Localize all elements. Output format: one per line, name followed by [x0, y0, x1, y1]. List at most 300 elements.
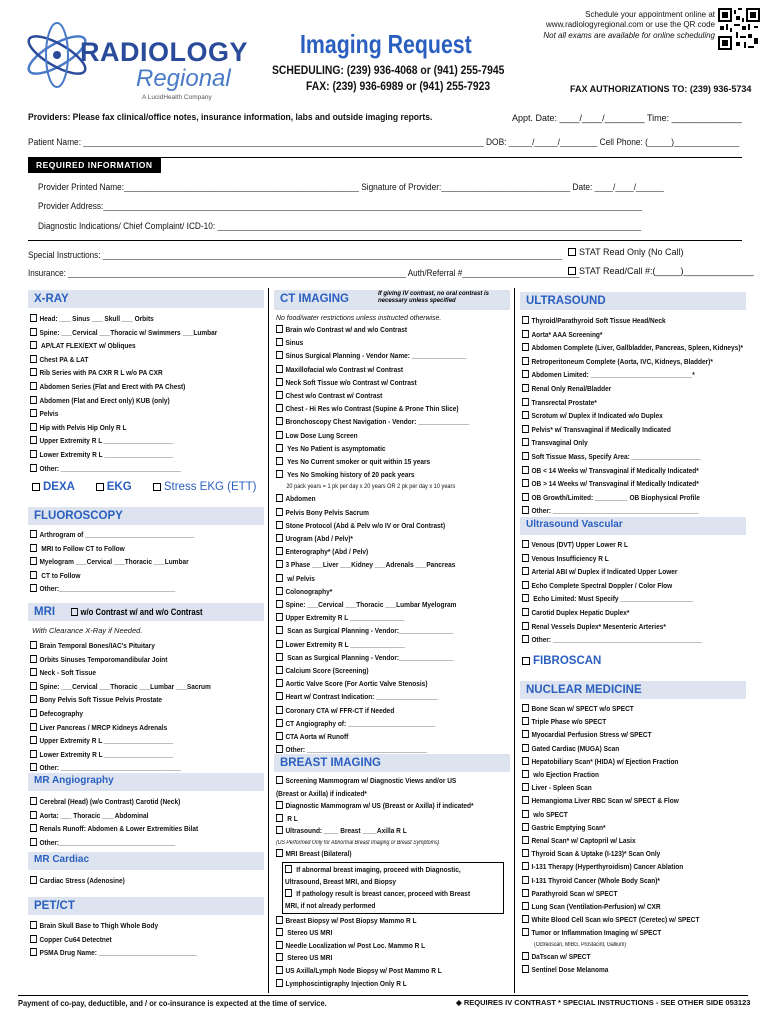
checkbox-icon[interactable] — [522, 915, 529, 923]
fluoro-item[interactable]: Arthrogram of ______________________________ — [30, 528, 233, 542]
pet-item[interactable]: Brain Skull Base to Thigh Whole Body — [30, 919, 233, 933]
nm-item[interactable]: White Blood Cell Scan w/o SPECT (Ceretec) w/ SPECT — [522, 913, 715, 926]
us-item[interactable]: OB < 14 Weeks w/ Transvaginal if Medically Indicated* — [522, 464, 715, 478]
checkbox-icon[interactable] — [276, 979, 283, 987]
mri-section-header: MRI w/o Contrast w/ and w/o Contrast — [28, 603, 264, 621]
checkbox-icon[interactable] — [30, 409, 37, 417]
checkbox-icon[interactable] — [522, 928, 529, 936]
checkbox-icon[interactable] — [522, 902, 529, 910]
logo-tagline: A LucidHealth Company — [142, 94, 212, 101]
ct-item[interactable]: Calcium Score (Screening) — [276, 664, 479, 677]
checkbox-icon[interactable] — [276, 521, 283, 529]
checkbox-icon[interactable] — [153, 483, 161, 491]
xray-item[interactable]: Chest PA & LAT — [30, 353, 233, 367]
stress-ekg-option[interactable]: Stress EKG (ETT) — [153, 481, 257, 493]
breast-item[interactable]: MRI Breast (Bilateral) — [276, 848, 479, 861]
checkbox-icon[interactable] — [522, 823, 529, 831]
checkbox-icon[interactable] — [30, 328, 37, 336]
diagnostic-indications-field[interactable]: Diagnostic Indications/ Chief Complaint/ ICD-10: ____________________________________________________________________________________________ — [38, 221, 642, 231]
us-vascular-list — [522, 538, 746, 647]
xray-section-header: X-RAY — [28, 290, 264, 308]
pet-item[interactable]: PSMA Drug Name: ___________________________ — [30, 946, 233, 960]
checkbox-icon[interactable] — [276, 457, 283, 465]
checkbox-icon[interactable] — [568, 267, 576, 275]
checkbox-icon[interactable] — [522, 316, 529, 324]
breast-mri-box — [282, 862, 504, 914]
checkbox-icon[interactable] — [522, 581, 529, 589]
checkbox-icon[interactable] — [522, 876, 529, 884]
checkbox-icon[interactable] — [522, 438, 529, 446]
nm-item[interactable]: Tumor or Inflammation Imaging w/ SPECT — [522, 926, 715, 939]
checkbox-icon[interactable] — [30, 341, 37, 349]
checkbox-icon[interactable] — [522, 466, 529, 474]
ekg-option[interactable]: EKG — [96, 481, 132, 493]
usv-item[interactable]: Arterial ABI w/ Duplex if Indicated Upper Lower — [522, 565, 715, 579]
breast-item[interactable]: Lymphoscintigraphy Injection Only R L — [276, 978, 479, 991]
breast-item[interactable]: If pathology result is breast cancer, proceed with Breast — [285, 888, 471, 900]
checkbox-icon[interactable] — [30, 368, 37, 376]
ct-item[interactable]: Urogram (Abd / Pelv)* — [276, 532, 479, 545]
us-item[interactable]: Retroperitoneum Complete (Aorta, IVC, Kidneys, Bladder)* — [522, 355, 715, 369]
mri-item[interactable]: Spine: ___Cervical ___Thoracic ___Lumbar ___Sacrum — [30, 680, 233, 694]
ct-item[interactable]: Chest w/o Contrast w/ Contrast — [276, 389, 479, 402]
us-item[interactable]: Abdomen Complete (Liver, Gallbladder, Pancreas, Spleen, Kidneys)* — [522, 341, 715, 355]
checkbox-icon[interactable] — [522, 704, 529, 712]
nm-item[interactable]: Hemangioma Liver RBC Scan w/ SPECT & Flow — [522, 794, 715, 807]
ct-list — [276, 323, 512, 757]
checkbox-icon[interactable] — [522, 744, 529, 752]
nm-item[interactable]: w/o SPECT — [522, 808, 715, 821]
breast-us-note: (US Performed Only for Abnormal Breast Imaging or Breast Symptoms) — [276, 839, 440, 846]
checkbox-icon[interactable] — [276, 941, 283, 949]
ct-item[interactable]: CT Angiography of: ________________________ — [276, 717, 479, 730]
checkbox-icon[interactable] — [522, 862, 529, 870]
checkbox-icon[interactable] — [276, 745, 283, 753]
checkbox-icon[interactable] — [30, 797, 37, 805]
checkbox-icon[interactable] — [522, 554, 529, 562]
checkbox-icon[interactable] — [276, 587, 283, 595]
checkbox-icon[interactable] — [522, 952, 529, 960]
us-item[interactable]: OB Growth/Limited: _________ OB Biophysical Profile — [522, 491, 715, 505]
mra-list — [30, 795, 266, 849]
dexa-option[interactable]: DEXA — [32, 481, 75, 493]
checkbox-icon[interactable] — [30, 948, 37, 956]
checkbox-icon[interactable] — [30, 450, 37, 458]
pet-list — [30, 919, 266, 960]
checkbox-icon[interactable] — [30, 530, 37, 538]
checkbox-icon[interactable] — [522, 810, 529, 818]
checkbox-icon[interactable] — [276, 325, 283, 333]
fluoro-item[interactable]: Other:________________________________ — [30, 582, 233, 596]
fax-number: FAX: (239) 936-6989 or (941) 255-7923 — [306, 81, 491, 93]
checkbox-icon[interactable] — [30, 763, 37, 771]
mri-item[interactable]: Other: _________________________________ — [30, 761, 233, 775]
stat-read-only[interactable] — [568, 247, 684, 258]
checkbox-icon[interactable] — [522, 384, 529, 392]
us-item[interactable]: Transrectal Prostate* — [522, 396, 715, 410]
breast-item[interactable]: Screening Mammogram w/ Diagnostic Views and/or US — [276, 775, 479, 788]
checkbox-icon[interactable] — [522, 493, 529, 501]
checkbox-icon[interactable] — [30, 750, 37, 758]
checkbox-icon[interactable] — [522, 425, 529, 433]
checkbox-icon[interactable] — [276, 719, 283, 727]
payment-footer: Payment of co-pay, deductible, and / or co-insurance is expected at the time of service. — [18, 998, 327, 1008]
checkbox-icon[interactable] — [71, 608, 78, 616]
checkbox-icon[interactable] — [276, 338, 283, 346]
checkbox-icon[interactable] — [276, 706, 283, 714]
xray-item[interactable]: Pelvis — [30, 407, 233, 421]
ct-item[interactable]: Bronchoscopy Chest Navigation - Vendor: ______________ — [276, 415, 479, 428]
xray-item[interactable]: Upper Extremity R L ___________________ — [30, 434, 233, 448]
nm-item[interactable]: DaTscan w/ SPECT — [522, 950, 715, 963]
checkbox-icon[interactable] — [30, 436, 37, 444]
nuclear-medicine-list — [522, 702, 746, 976]
ct-item[interactable]: CTA Aorta w/ Runoff — [276, 730, 479, 743]
checkbox-icon[interactable] — [30, 314, 37, 322]
us-item[interactable]: Soft Tissue Mass, Specify Area: ___________________ — [522, 450, 715, 464]
insurance-field[interactable]: Insurance: ___________________________________________________________________________ Auth/Referral #__________________________ — [28, 268, 580, 278]
nm-item[interactable]: Sentinel Dose Melanoma — [522, 963, 715, 976]
checkbox-icon[interactable] — [285, 865, 292, 873]
checkbox-icon[interactable] — [276, 801, 283, 809]
breast-item[interactable]: Breast Biopsy w/ Post Biopsy Mammo R L — [276, 915, 479, 928]
ct-item[interactable]: Scan as Surgical Planning - Vendor:_______________ — [276, 624, 479, 637]
checkbox-icon[interactable] — [276, 404, 283, 412]
diamond-icon: ◆ — [456, 998, 464, 1007]
nm-item[interactable]: I-131 Thyroid Cancer (Whole Body Scan)* — [522, 874, 715, 887]
ultrasound-header: ULTRASOUND — [520, 292, 746, 310]
provider-address-field[interactable]: Provider Address:_____________________________________________________________________________________________________________________ — [38, 201, 643, 211]
checkbox-icon[interactable] — [276, 547, 283, 555]
checkbox-icon[interactable] — [30, 876, 37, 884]
checkbox-icon[interactable] — [30, 544, 37, 552]
checkbox-icon[interactable] — [276, 613, 283, 621]
mra-item[interactable]: Cerebral (Head) (w/o Contrast) Carotid (Neck) — [30, 795, 233, 809]
checkbox-icon[interactable] — [276, 916, 283, 924]
us-item[interactable]: Renal Only Renal/Bladder — [522, 382, 715, 396]
schedule-note-line-1: Schedule your appointment online at — [585, 10, 715, 19]
fibroscan-option[interactable]: FIBROSCAN — [522, 654, 601, 668]
ct-item[interactable]: Neck Soft Tissue w/o Contrast w/ Contrast — [276, 376, 479, 389]
xray-item[interactable]: Spine: ___Cervical ___Thoracic w/ Swimmers ___Lumbar — [30, 326, 233, 340]
checkbox-icon[interactable] — [276, 378, 283, 386]
pack-years-note: 20 pack years = 1 pk per day x 20 years OR 2 pk per day x 10 years — [286, 483, 456, 491]
nm-item[interactable]: w/o Ejection Fraction — [522, 768, 715, 781]
breast-item[interactable]: Ultrasound: ____ Breast ____Axilla R L — [276, 825, 479, 838]
ct-item[interactable]: Brain w/o Contrast w/ and w/o Contrast — [276, 323, 479, 336]
checkbox-icon[interactable] — [30, 423, 37, 431]
mri-item[interactable]: Orbits Sinuses Temporomandibular Joint — [30, 653, 233, 667]
checkbox-icon[interactable] — [522, 411, 529, 419]
xray-item[interactable]: AP/LAT FLEX/EXT w/ Obliques — [30, 339, 233, 353]
nm-item[interactable]: Liver - Spleen Scan — [522, 781, 715, 794]
checkbox-icon[interactable] — [522, 567, 529, 575]
nm-item[interactable]: Myocardial Perfusion Stress w/ SPECT — [522, 728, 715, 741]
checkbox-icon[interactable] — [276, 849, 283, 857]
checkbox-icon[interactable] — [522, 594, 529, 602]
ct-item[interactable]: Maxillofacial w/o Contrast w/ Contrast — [276, 363, 479, 376]
ct-item[interactable]: Abdomen — [276, 492, 479, 505]
checkbox-icon[interactable] — [276, 470, 283, 478]
mri-contrast-options[interactable]: w/o Contrast w/ and w/o Contrast — [71, 607, 203, 618]
breast-item[interactable]: Stereo US MRI — [276, 927, 479, 940]
checkbox-icon[interactable] — [522, 836, 529, 844]
ct-item[interactable]: Chest - Hi Res w/o Contrast (Supine & Prone Thin Slice) — [276, 402, 479, 415]
checkbox-icon[interactable] — [30, 811, 37, 819]
fluoro-item[interactable]: CT to Follow — [30, 569, 233, 583]
checkbox-icon[interactable] — [30, 682, 37, 690]
mri-item[interactable]: Lower Extremity R L ___________________ — [30, 748, 233, 762]
checkbox-icon[interactable] — [522, 849, 529, 857]
ct-item[interactable]: Aortic Valve Score (For Aortic Valve Stenosis) — [276, 677, 479, 690]
checkbox-icon[interactable] — [522, 370, 529, 378]
nm-item[interactable]: Triple Phase w/o SPECT — [522, 715, 715, 728]
checkbox-icon[interactable] — [276, 814, 283, 822]
checkbox-icon[interactable] — [276, 653, 283, 661]
xray-item[interactable]: Head: ___ Sinus ___ Skull ___ Orbits — [30, 312, 233, 326]
nm-item[interactable]: Lung Scan (Ventilation-Perfusion) w/ CXR — [522, 900, 715, 913]
breast-item[interactable]: If abnormal breast imaging, proceed with Diagnostic, — [285, 864, 471, 876]
mri-item[interactable]: Brain Temporal Bones/IAC's Pituitary — [30, 639, 233, 653]
nm-item[interactable]: Parathyroid Scan w/ SPECT — [522, 887, 715, 900]
checkbox-icon[interactable] — [30, 736, 37, 744]
checkbox-icon[interactable] — [30, 355, 37, 363]
ct-item[interactable]: Yes No Smoking history of 20 pack years — [276, 468, 479, 481]
schedule-note-line-3: Not all exams are available for online scheduling — [543, 30, 715, 40]
nm-item[interactable]: Bone Scan w/ SPECT w/o SPECT — [522, 702, 715, 715]
checkbox-icon[interactable] — [276, 508, 283, 516]
checkbox-icon[interactable] — [522, 717, 529, 725]
checkbox-icon[interactable] — [276, 391, 283, 399]
xray-list — [30, 312, 266, 475]
checkbox-icon[interactable] — [30, 709, 37, 717]
us-item[interactable]: Thyroid/Parathyroid Soft Tissue Head/Neck — [522, 314, 715, 328]
checkbox-icon[interactable] — [276, 494, 283, 502]
logo-title: RADIOLOGY — [80, 37, 249, 67]
us-item[interactable]: Scrotum w/ Duplex if Indicated w/o Duplex — [522, 409, 715, 423]
checkbox-icon[interactable] — [276, 365, 283, 373]
checkbox-icon[interactable] — [522, 635, 529, 643]
breast-list — [276, 775, 512, 990]
checkbox-icon[interactable] — [30, 655, 37, 663]
checkbox-icon[interactable] — [522, 479, 529, 487]
checkbox-icon[interactable] — [276, 534, 283, 542]
checkbox-icon[interactable] — [276, 732, 283, 740]
checkbox-icon[interactable] — [276, 953, 283, 961]
mri-item[interactable]: Neck - Soft Tissue — [30, 666, 233, 680]
qr-code-icon[interactable] — [718, 8, 760, 50]
mri-item[interactable]: Bony Pelvis Soft Tissue Pelvis Prostate — [30, 693, 233, 707]
usv-item[interactable]: Echo Limited: Must Specify ____________________ — [522, 592, 715, 606]
us-item[interactable]: Abdomen Limited: ____________________________* — [522, 368, 715, 382]
ct-item[interactable]: Spine: ___Cervical ___Thoracic ___Lumbar Myelogram — [276, 598, 479, 611]
fluoro-item[interactable]: Myelogram ___Cervical ___Thoracic ___Lumbar — [30, 555, 233, 569]
ct-item[interactable]: Enterography* (Abd / Pelv) — [276, 545, 479, 558]
checkbox-icon[interactable] — [30, 641, 37, 649]
checkbox-icon[interactable] — [522, 757, 529, 765]
appointment-date-field[interactable]: Appt. Date: ____/____/________ Time: ______________ — [512, 113, 742, 123]
nm-item[interactable]: Renal Scan* w/ Captopril w/ Lasix — [522, 834, 715, 847]
ct-item[interactable]: Sinus — [276, 336, 479, 349]
checkbox-icon[interactable] — [30, 396, 37, 404]
checkbox-icon[interactable] — [30, 464, 37, 472]
nm-item[interactable]: Hepatobiliary Scan* (HIDA) w/ Ejection Fraction — [522, 755, 715, 768]
us-item[interactable]: Aorta* AAA Screening* — [522, 328, 715, 342]
checkbox-icon[interactable] — [276, 417, 283, 425]
checkbox-icon[interactable] — [30, 723, 37, 731]
mra-item[interactable]: Renals Runoff: Abdomen & Lower Extremities Bilat — [30, 822, 233, 836]
stat-read-only-label: STAT Read Only (No Call) — [579, 247, 684, 257]
ct-item[interactable]: Other: _________________________________ — [276, 743, 479, 756]
checkbox-icon[interactable] — [522, 783, 529, 791]
checkbox-icon[interactable] — [276, 666, 283, 674]
checkbox-icon[interactable] — [30, 935, 37, 943]
nm-item[interactable]: Thyroid Scan & Uptake (I-123)* Scan Only — [522, 847, 715, 860]
xray-item[interactable]: Other: _________________________________ — [30, 462, 233, 476]
mri-item[interactable]: Defecography — [30, 707, 233, 721]
checkbox-icon[interactable] — [522, 343, 529, 351]
us-item[interactable]: Pelvis* w/ Transvaginal if Medically Indicated — [522, 423, 715, 437]
xray-item[interactable]: Lower Extremity R L ___________________ — [30, 448, 233, 462]
checkbox-icon[interactable] — [276, 679, 283, 687]
checkbox-icon[interactable] — [276, 826, 283, 834]
mri-item[interactable]: Liver Pancreas / MRCP Kidneys Adrenals — [30, 721, 233, 735]
required-information-label: REQUIRED INFORMATION — [28, 158, 161, 173]
ct-item[interactable]: w/ Pelvis — [276, 572, 479, 585]
nm-item[interactable]: Gated Cardiac (MUGA) Scan — [522, 742, 715, 755]
checkbox-icon[interactable] — [30, 838, 37, 846]
checkbox-icon[interactable] — [276, 692, 283, 700]
us-item[interactable]: Other: ________________________________________ — [522, 504, 715, 518]
fluoro-item[interactable]: MRI to Follow CT to Follow — [30, 542, 233, 556]
checkbox-icon[interactable] — [32, 483, 40, 491]
ct-item[interactable]: Heart w/ Contrast Indication: _________________ — [276, 690, 479, 703]
breast-item: Ultrasound, Breast MRI, and Biopsy — [285, 876, 397, 886]
ct-item[interactable]: Sinus Surgical Planning - Vendor Name: _______________ — [276, 349, 479, 362]
checkbox-icon[interactable] — [522, 452, 529, 460]
xray-item[interactable]: Abdomen Series (Flat and Erect with PA Chest) — [30, 380, 233, 394]
checkbox-icon[interactable] — [522, 608, 529, 616]
checkbox-icon[interactable] — [276, 600, 283, 608]
column-divider — [268, 288, 269, 993]
pet-item[interactable]: Copper Cu64 Detectnet — [30, 933, 233, 947]
nm-item[interactable]: Gastric Emptying Scan* — [522, 821, 715, 834]
breast-item[interactable]: Stereo US MRI — [276, 952, 479, 965]
checkbox-icon[interactable] — [30, 584, 37, 592]
checkbox-icon[interactable] — [30, 557, 37, 565]
checkbox-icon[interactable] — [568, 248, 576, 256]
checkbox-icon[interactable] — [30, 695, 37, 703]
usv-item[interactable]: Venous (DVT) Upper Lower R L — [522, 538, 715, 552]
breast-item[interactable]: R L — [276, 813, 479, 826]
fax-authorizations: FAX AUTHORIZATIONS TO: (239) 936-5734 — [570, 84, 752, 94]
ct-item[interactable]: Yes No Current smoker or quit within 15 years — [276, 455, 479, 468]
usv-item[interactable]: Venous Insufficiency R L — [522, 552, 715, 566]
usv-item[interactable]: Echo Complete Spectral Doppler / Color Flow — [522, 579, 715, 593]
checkbox-icon[interactable] — [522, 796, 529, 804]
nm-item[interactable]: I-131 Therapy (Hyperthyroidism) Cancer Ablation — [522, 860, 715, 873]
checkbox-icon[interactable] — [96, 483, 104, 491]
checkbox-icon[interactable] — [276, 776, 283, 784]
xray-item[interactable]: Rib Series with PA CXR R L w/o PA CXR — [30, 366, 233, 380]
checkbox-icon[interactable] — [276, 966, 283, 974]
xray-item[interactable]: Abdomen (Flat and Erect only) KUB (only) — [30, 394, 233, 408]
online-schedule-note — [510, 10, 715, 41]
ct-item[interactable]: 3 Phase ___Liver ___Kidney ___Adrenals ___Pancreas — [276, 558, 479, 571]
usv-item[interactable]: Renal Vessels Duplex* Mesenteric Arteries* — [522, 620, 715, 634]
checkbox-icon[interactable] — [30, 824, 37, 832]
checkbox-icon[interactable] — [30, 668, 37, 676]
ct-item[interactable]: Lower Extremity R L _______________ — [276, 638, 479, 651]
mrc-item[interactable]: Cardiac Stress (Adenosine) — [30, 874, 233, 888]
checkbox-icon[interactable] — [276, 431, 283, 439]
patient-info-field[interactable]: Patient Name: ______________________________________________________________________________________ DOB: _____/_____/________ Cell Phone: (_____)______________ — [28, 137, 740, 147]
us-item[interactable]: Transvaginal Only — [522, 436, 715, 450]
ct-item[interactable]: Upper Extremity R L _______________ — [276, 611, 479, 624]
checkbox-icon[interactable] — [30, 921, 37, 929]
divider — [28, 240, 742, 241]
us-item[interactable]: OB > 14 Weeks w/ Transvaginal if Medically Indicated* — [522, 477, 715, 491]
checkbox-icon[interactable] — [522, 730, 529, 738]
checkbox-icon[interactable] — [522, 330, 529, 338]
checkbox-icon[interactable] — [522, 540, 529, 548]
schedule-note-line-2: www.radiologyregional.com or use the QR code — [546, 20, 715, 30]
usv-item[interactable]: Carotid Duplex Hepatic Duplex* — [522, 606, 715, 620]
ultrasound-list — [522, 314, 746, 518]
ct-item[interactable]: Colonography* — [276, 585, 479, 598]
xray-item[interactable]: Hip with Pelvis Hip Only R L — [30, 421, 233, 435]
checkbox-icon[interactable] — [30, 382, 37, 390]
ct-contrast-note: If giving IV contrast, no oral contrast is necessary unless specified — [378, 291, 490, 304]
checkbox-icon[interactable] — [522, 357, 529, 365]
checkbox-icon[interactable] — [276, 560, 283, 568]
checkbox-icon[interactable] — [285, 889, 292, 897]
mri-item[interactable]: Upper Extremity R L ___________________ — [30, 734, 233, 748]
checkbox-icon[interactable] — [276, 626, 283, 634]
checkbox-icon[interactable] — [522, 622, 529, 630]
checkbox-icon[interactable] — [522, 506, 529, 514]
ct-item[interactable]: Low Dose Lung Screen — [276, 429, 479, 442]
checkbox-icon[interactable] — [522, 657, 530, 665]
stat-read-call[interactable] — [568, 266, 754, 277]
breast-item[interactable]: Needle Localization w/ Post Loc. Mammo R L — [276, 940, 479, 953]
checkbox-icon[interactable] — [276, 351, 283, 359]
checkbox-icon[interactable] — [276, 574, 283, 582]
breast-item[interactable]: Diagnostic Mammogram w/ US (Breast or Axilla) if indicated* — [276, 800, 479, 813]
ct-item[interactable]: Scan as Surgical Planning - Vendor:_______________ — [276, 651, 479, 664]
ct-item[interactable]: Stone Protocol (Abd & Pelv w/o IV or Oral Contrast) — [276, 519, 479, 532]
special-instructions-field[interactable]: Special Instructions: ______________________________________________________________________________________________________ — [28, 250, 563, 260]
checkbox-icon[interactable] — [276, 444, 283, 452]
mra-item[interactable]: Aorta: ___ Thoracic ___ Abdominal — [30, 809, 233, 823]
checkbox-icon[interactable] — [522, 889, 529, 897]
checkbox-icon[interactable] — [522, 965, 529, 973]
ct-item[interactable]: Coronary CTA w/ FFR-CT if Needed — [276, 704, 479, 717]
ct-item[interactable]: Yes No Patient is asymptomatic — [276, 442, 479, 455]
breast-item[interactable]: US Axilla/Lymph Node Biopsy w/ Post Mammo R L — [276, 965, 479, 978]
usv-item[interactable]: Other: _________________________________________ — [522, 633, 715, 647]
checkbox-icon[interactable] — [522, 398, 529, 406]
checkbox-icon[interactable] — [276, 640, 283, 648]
checkbox-icon[interactable] — [522, 770, 529, 778]
checkbox-icon[interactable] — [276, 928, 283, 936]
ct-item[interactable]: Pelvis Bony Pelvis Sacrum — [276, 506, 479, 519]
mra-item[interactable]: Other:________________________________ — [30, 836, 233, 850]
fluoroscopy-section-header: FLUOROSCOPY — [28, 507, 264, 525]
provider-name-field[interactable]: Provider Printed Name:___________________________________________________ Signature of Provider:____________________________ Date: ____/____/______ — [38, 182, 664, 192]
breast-item: (Breast or Axilla) if indicated* — [276, 788, 367, 798]
checkbox-icon[interactable] — [30, 571, 37, 579]
